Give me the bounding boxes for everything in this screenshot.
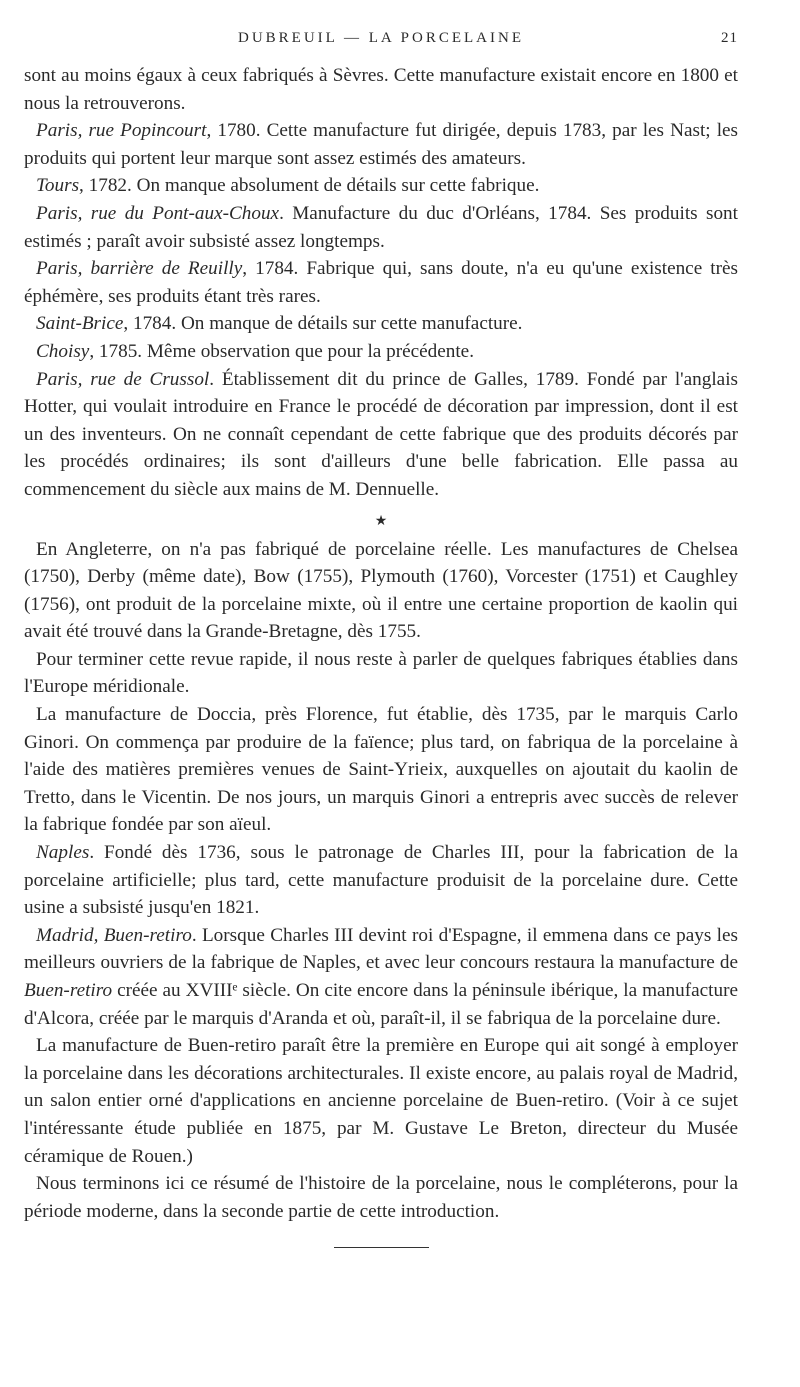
paragraph — [24, 338, 738, 366]
text-run: . Fondé dès 1736, sous le patronage de Charles III, pour la fabrication de la porcelaine artificielle; plus tard, cette manufacture produisit de la porcelaine dure. Cette usine a subsisté jusqu'en 1821. — [24, 842, 738, 919]
text-body — [24, 62, 738, 1225]
paragraph — [24, 117, 738, 172]
running-header — [24, 30, 738, 56]
star-separator: ★ — [374, 513, 388, 529]
text-run: , 1785. Même observation que pour la précédente. — [89, 340, 474, 362]
text-run: La manufacture de Buen-retiro paraît être la première en Europe qui ait songé à employer la porcelaine dans les décorations architecturales. Il existe encore, au palais royal de Madrid, un salon entier orné d'applications en ancienne porcelaine de Buen-retiro. (Voir à ce sujet l'intéressante étude publiée en 1875, par M. Gustave Le Breton, directeur du Musée céramique de Rouen.) — [24, 1035, 738, 1167]
paragraph — [24, 62, 738, 117]
text-run: , 1784. Fabrique qui, sans doute, n'a eu qu'une existence très éphémère, ses produits étant très rares. — [24, 258, 738, 307]
paragraph — [24, 310, 738, 338]
text-run: Nous terminons ici ce résumé de l'histoire de la porcelaine, nous le compléterons, pour la période moderne, dans la seconde partie de cette introduction. — [24, 1173, 738, 1222]
text-run: , 1780. Cette manufacture fut dirigée, depuis 1783, par les Nast; les produits qui portent leur marque sont assez estimés des amateurs. — [24, 120, 739, 169]
paragraph — [24, 646, 738, 701]
text-run: Pour terminer cette revue rapide, il nous reste à parler de quelques fabriques établies dans l'Europe méridionale. — [24, 648, 738, 698]
italic-run: Choisy — [36, 340, 90, 362]
page-number: 21 — [721, 30, 738, 46]
italic-run: Saint-Brice — [36, 313, 124, 335]
paragraph — [24, 255, 738, 310]
italic-run: Buen-retiro — [24, 980, 113, 1001]
text-run: , 1782. On manque absolument de détails sur cette fabrique. — [79, 175, 540, 197]
paragraph — [24, 922, 738, 1032]
end-rule — [334, 1247, 429, 1248]
running-title: DUBREUIL — LA PORCELAINE — [237, 30, 525, 46]
paragraph — [24, 366, 738, 504]
text-run: . Manufacture du duc d'Orléans, 1784. Ses produits sont estimés ; paraît avoir subsisté assez longtemps. — [24, 202, 738, 252]
italic-run: Tours — [36, 175, 80, 197]
text-run: . Établissement dit du prince de Galles, 1789. Fondé par l'anglais Hotter, qui voulait introduire en France le procédé de décoration par impression, dont il est un des inventeurs. On ne connaît cependant de cette fabrique que des produits décorés par les procédés ordinaires; ils sont d'ailleurs d'une belle fabrication. Elle passa au commencement du siècle aux mains de M. Dennuelle. — [24, 368, 738, 500]
italic-run: Paris, rue du Pont-aux-Choux — [36, 202, 280, 224]
italic-run: Paris, rue de Crussol — [36, 368, 210, 390]
paragraph — [24, 536, 738, 646]
text-run: La manufacture de Doccia, près Florence, fut établie, dès 1735, par le marquis Carlo Ginori. On commença par produire de la faïence; plus tard, on fabriqua de la porcelaine à l'aide des matières premières venues de Saint-Yrieix, auxquelles on ajoutait du kaolin de Tretto, dans le Vicentin. De nos jours, un marquis Ginori a entrepris avec succès de relever la fabrique fondée par son aïeul. — [24, 704, 738, 836]
text-run: . Lorsque Charles III devint roi d'Espagne, il emmena dans ce pays les meilleurs ouvriers de la fabrique de Naples, et avec leur concours restaura la manufacture de — [24, 924, 738, 974]
paragraph — [24, 701, 738, 839]
paragraph — [24, 172, 738, 200]
text-run: créée au XVIIIᵉ siècle. On cite encore dans la péninsule ibérique, la manufacture d'Alcora, créée par le marquis d'Aranda et où, paraît-il, il se fabriqua de la porcelaine dure. — [24, 980, 738, 1029]
text-run: , 1784. On manque de détails sur cette manufacture. — [123, 313, 523, 335]
italic-run: Paris, rue Popincourt — [36, 120, 207, 142]
italic-run: Madrid, Buen-retiro — [36, 924, 192, 946]
paragraph — [24, 1170, 738, 1225]
text-run: En Angleterre, on n'a pas fabriqué de porcelaine réelle. Les manufactures de Chelsea (1750), Derby (même date), Bow (1755), Plymouth (1760), Vorcester (1751) et Caughley (1756), ont produit de la porcelaine mixte, où il entre une certaine proportion de kaolin qui avait été trouvé dans la Grande-Bretagne, dès 1755. — [24, 538, 738, 643]
italic-run: Paris, barrière de Reuilly — [36, 258, 243, 280]
paragraph — [24, 200, 738, 255]
paragraph — [24, 1032, 738, 1170]
text-block-1 — [24, 62, 738, 504]
text-block-2 — [24, 536, 738, 1226]
paragraph — [24, 839, 738, 922]
italic-run: Naples — [36, 842, 90, 864]
text-run: sont au moins égaux à ceux fabriqués à Sèvres. Cette manufacture existait encore en 1800 et nous la retrouverons. — [24, 65, 738, 114]
